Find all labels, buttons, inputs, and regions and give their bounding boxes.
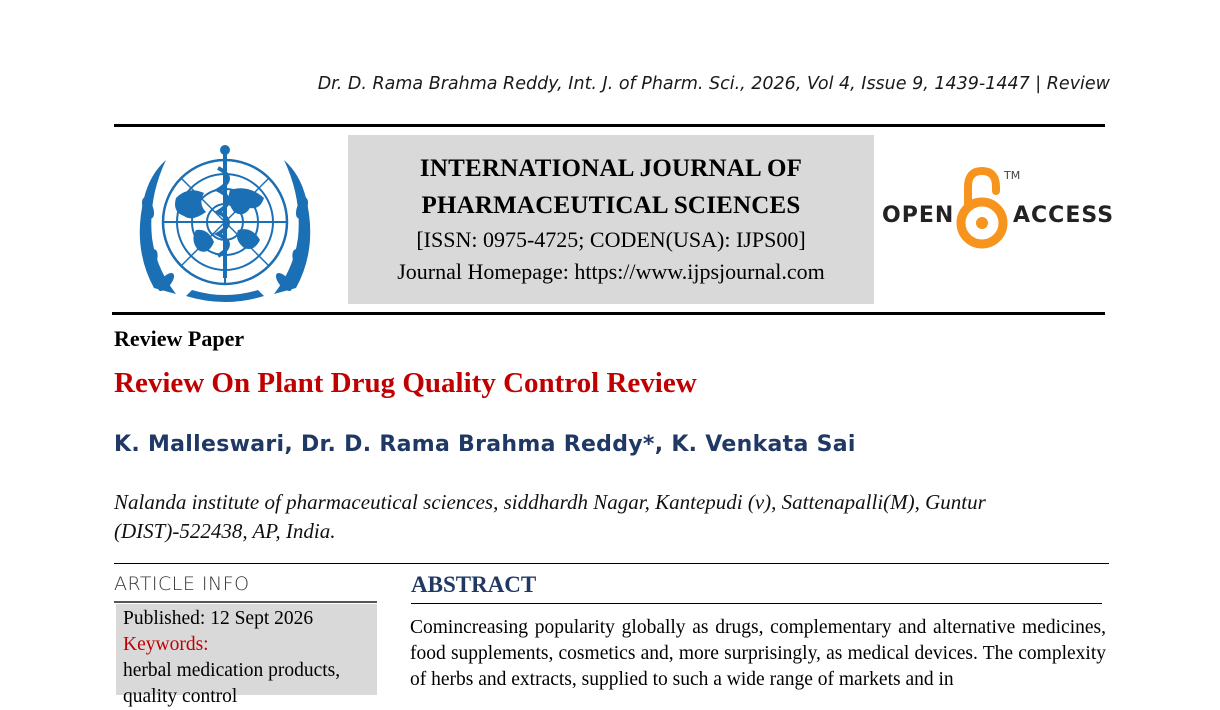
journal-masthead-box: [348, 135, 874, 304]
article-info-rule: [114, 601, 377, 603]
world-emblem-icon: [126, 138, 324, 306]
journal-title-line-1: INTERNATIONAL JOURNAL OF: [419, 155, 803, 182]
abstract-heading: ABSTRACT: [411, 572, 537, 597]
author-affiliation: Nalanda institute of pharmaceutical sciences, siddhardh Nagar, Kantepudi (v), Sattenapalli(M), Guntur (DIST)-522438, AP, India.: [114, 490, 986, 543]
paper-type-label: Review Paper: [114, 326, 245, 351]
open-access-access-text: ACCESS: [1013, 203, 1115, 228]
header-bottom-rule: [112, 312, 1105, 315]
paper-title: Review On Plant Drug Quality Control Review: [114, 367, 697, 399]
section-divider: [114, 563, 1109, 564]
abstract-rule: [411, 603, 1102, 604]
running-header-citation: Dr. D. Rama Brahma Reddy, Int. J. of Pharm. Sci., 2026, Vol 4, Issue 9, 1439-1447 | Review: [317, 74, 1110, 94]
journal-homepage[interactable]: Journal Homepage: https://www.ijpsjournal.com: [397, 259, 825, 284]
open-access-logo: [880, 165, 1115, 255]
abstract-text: Comincreasing popularity globally as drugs, complementary and alternative medicines, food supplements, cosmetics and, more surprisingly, as medical devices. The complexity of herbs and extracts, supplied to such a wide range of markets and in: [410, 617, 1106, 690]
keywords-label: Keywords:: [123, 634, 209, 655]
article-info-heading: ARTICLE INFO: [114, 573, 250, 595]
journal-title: [348, 150, 874, 224]
header-top-rule: [114, 124, 1105, 127]
open-access-lock-icon: [956, 165, 1008, 251]
article-info-box: [116, 604, 377, 707]
journal-title-line-2: PHARMACEUTICAL SCIENCES: [421, 192, 801, 219]
trademark-mark: TM: [1004, 169, 1021, 182]
keywords-list: herbal medication products, quality control: [123, 660, 341, 707]
open-access-open-text: OPEN: [882, 203, 955, 228]
journal-issn: [ISSN: 0975-4725; CODEN(USA): IJPS00]: [416, 227, 806, 252]
published-date: Published: 12 Sept 2026: [123, 608, 314, 629]
paper-authors: K. Malleswari, Dr. D. Rama Brahma Reddy*, K. Venkata Sai: [114, 432, 856, 457]
